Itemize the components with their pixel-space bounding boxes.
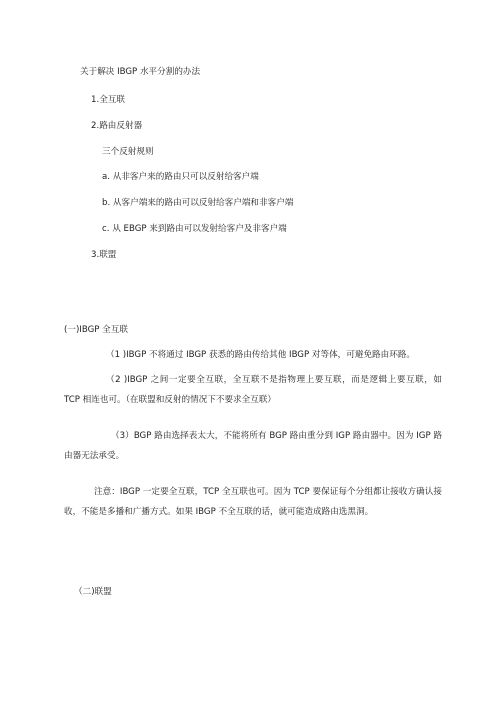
note-text: 注意：IBGP 一定要全互联，TCP 全互联也可。因为 TCP 要保证每个分组都让接收方确认接收，不能是多播和广播方式。如果 IBGP 不全互联的话，就可能造成路由选黑洞。 — [64, 487, 442, 517]
paragraph-2-text: （2 )IBGP 之间一定要全互联，全互联不是指物理上要互联，而是逻辑上要互联，如 TCP 相连也可。（在联盟和反射的情况下不要求全互联） — [64, 375, 442, 405]
section-title-ibgp-full-mesh: (一)IBGP 全互联 — [64, 325, 128, 335]
paragraph-2 — [64, 371, 442, 410]
reflection-rule-a: a. 从非客户来的路由只可以反射给客户端 — [102, 172, 259, 182]
reflection-rule-c: c. 从 EBGP 来到路由可以发射给客户及非客户端 — [102, 224, 287, 234]
section-title-confederation: （二)联盟 — [74, 587, 112, 597]
outline-item-full-mesh: 1.全互联 — [91, 95, 125, 105]
outline-item-route-reflector: 2.路由反射器 — [91, 121, 143, 131]
reflection-rule-b: b. 从客户端来的路由可以反射给客户端和非客户端 — [102, 198, 294, 208]
doc-heading: 关于解决 IBGP 水平分割的办法 — [80, 67, 201, 77]
paragraph-3-text: （3）BGP 路由选择表太大，不能将所有 BGP 路由重分到 IGP 路由器中。因为 IGP 路由器无法承受。 — [64, 431, 442, 461]
outline-item-confederation: 3.联盟 — [91, 250, 117, 260]
paragraph-1: （1 )IBGP 不将通过 IBGP 获悉的路由传给其他 IBGP 对等体，可避免路由环路。 — [106, 350, 416, 360]
reflection-rules-title: 三个反射规则 — [102, 147, 154, 157]
note-paragraph — [64, 483, 442, 522]
paragraph-3 — [64, 427, 442, 466]
